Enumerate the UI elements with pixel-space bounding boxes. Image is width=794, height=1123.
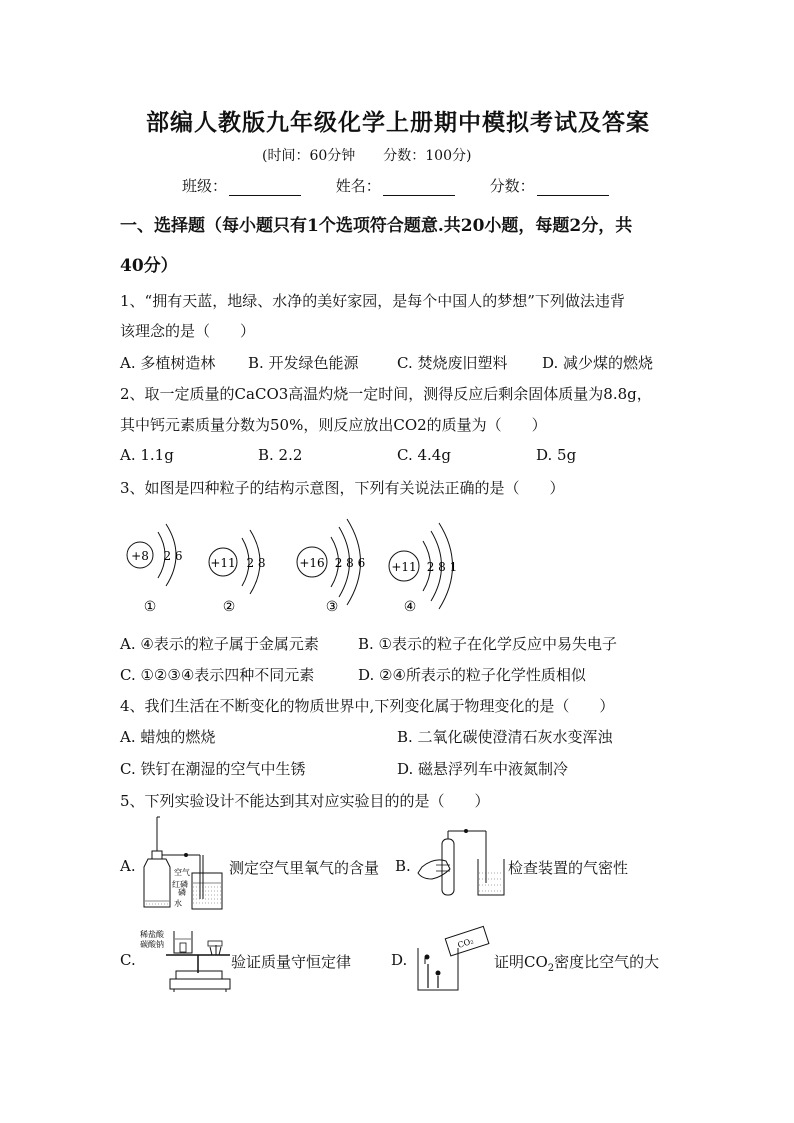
- q5-option-a-letter[interactable]: A.: [120, 857, 136, 875]
- q4-option-a[interactable]: A. 蜡烛的燃烧: [120, 728, 216, 746]
- q5-option-d-text: 证明$CO_2$密度比空气的大: [494, 953, 660, 974]
- q5-stem: 5、下列实验设计不能达到其对应实验目的的是（ ）: [120, 792, 490, 810]
- q5-option-b-letter[interactable]: B.: [395, 857, 411, 875]
- particle-label: ②: [222, 599, 236, 615]
- q2-option-b[interactable]: B. 2.2: [258, 446, 303, 464]
- atom-diagram-4: [389, 523, 457, 615]
- svg-text:空气: 空气: [174, 868, 190, 877]
- nucleus-charge: +16: [299, 556, 325, 570]
- section-heading-cont: 40分）: [120, 256, 178, 276]
- q4-option-d[interactable]: D. 磁悬浮列车中液氮制冷: [397, 760, 569, 778]
- svg-text:磷: 磷: [178, 888, 186, 897]
- q1-option-d[interactable]: D. 减少煤的燃烧: [542, 354, 654, 372]
- q1-stem-cont: 该理念的是（ ）: [120, 322, 256, 340]
- particle-label: ①: [143, 599, 157, 615]
- name-field[interactable]: [383, 179, 455, 196]
- q1-option-b[interactable]: B. 开发绿色能源: [248, 354, 359, 372]
- airtightness-check-apparatus: [412, 825, 507, 900]
- nucleus-charge: +11: [391, 560, 417, 574]
- q2-option-c[interactable]: C. 4.4g: [397, 446, 451, 464]
- q3-option-b[interactable]: B. ①表示的粒子在化学反应中易失电子: [358, 635, 618, 653]
- balance-apparatus: [140, 925, 232, 993]
- nucleus-charge: +11: [210, 556, 236, 570]
- score-field[interactable]: [537, 179, 609, 196]
- atom-diagram-2: [209, 530, 266, 615]
- class-label: 班级：: [182, 177, 228, 195]
- q5-option-c-text: 验证质量守恒定律: [231, 953, 352, 971]
- atom-diagram-1: [127, 524, 183, 615]
- nucleus-charge: +8: [131, 549, 149, 563]
- svg-text:水: 水: [174, 899, 182, 908]
- q2-option-d[interactable]: D. 5g: [536, 446, 577, 464]
- class-field[interactable]: [229, 179, 301, 196]
- section-heading: 一、选择题（每小题只有1个选项符合题意.共20小题，每题2分，共: [120, 216, 633, 236]
- electron-shells: 2 6: [163, 549, 183, 563]
- q4-option-c[interactable]: C. 铁钉在潮湿的空气中生锈: [120, 760, 306, 778]
- q4-option-b[interactable]: B. 二氧化碳使澄清石灰水变浑浊: [397, 728, 613, 746]
- atom-diagram-3: [297, 519, 365, 615]
- q3-option-c[interactable]: C. ①②③④表示四种不同元素: [120, 666, 315, 684]
- electron-shells: 2 8 6: [334, 556, 366, 570]
- q2-option-a[interactable]: A. 1.1g: [120, 446, 174, 464]
- exam-meta: (时间：60分钟 分数：100分): [262, 148, 472, 164]
- particle-label: ④: [403, 599, 417, 615]
- electron-shells: 2 8: [246, 556, 266, 570]
- score-label: 分数：: [489, 177, 535, 195]
- svg-text:稀盐酸: 稀盐酸: [140, 930, 164, 939]
- q3-option-d[interactable]: D. ②④所表示的粒子化学性质相似: [358, 666, 586, 684]
- electron-shells: 2 8 1: [426, 560, 458, 574]
- particle-label: ③: [325, 599, 339, 615]
- q2-stem: 2、取一定质量的CaCO3高温灼烧一定时间，测得反应后剩余固体质量为8.8g，: [120, 385, 652, 403]
- q5-option-b-text: 检查装置的气密性: [508, 859, 629, 877]
- student-info: [182, 175, 609, 196]
- q5-option-d-letter[interactable]: D.: [391, 951, 408, 969]
- name-label: 姓名：: [335, 177, 381, 195]
- svg-text:碳酸钠: 碳酸钠: [140, 940, 164, 949]
- q1-stem: 1、“拥有天蓝，地绿、水净的美好家园，是每个中国人的梦想”下列做法违背: [120, 292, 625, 310]
- co2-label: CO₂: [456, 936, 475, 950]
- q3-option-a[interactable]: A. ④表示的粒子属于金属元素: [120, 635, 319, 653]
- svg-text:红磷: 红磷: [172, 880, 188, 889]
- q5-option-a-text: 测定空气里氧气的含量: [229, 859, 380, 877]
- atom-structure-diagrams: [110, 510, 490, 622]
- page-title: 部编人教版九年级化学上册期中模拟考试及答案: [146, 109, 650, 136]
- q1-option-a[interactable]: A. 多植树造林: [120, 354, 216, 372]
- q4-stem: 4、我们生活在不断变化的物质世界中,下列变化属于物理变化的是（ ）: [120, 697, 615, 715]
- q1-option-c[interactable]: C. 焚烧废旧塑料: [397, 354, 508, 372]
- q3-stem: 3、如图是四种粒子的结构示意图，下列有关说法正确的是（ ）: [120, 479, 565, 497]
- oxygen-measurement-apparatus: [140, 815, 228, 915]
- co2-density-apparatus: [412, 924, 492, 994]
- q2-stem-cont: 其中钙元素质量分数为50%，则反应放出CO2的质量为（ ）: [120, 416, 547, 434]
- q5-option-c-letter[interactable]: C.: [120, 951, 136, 969]
